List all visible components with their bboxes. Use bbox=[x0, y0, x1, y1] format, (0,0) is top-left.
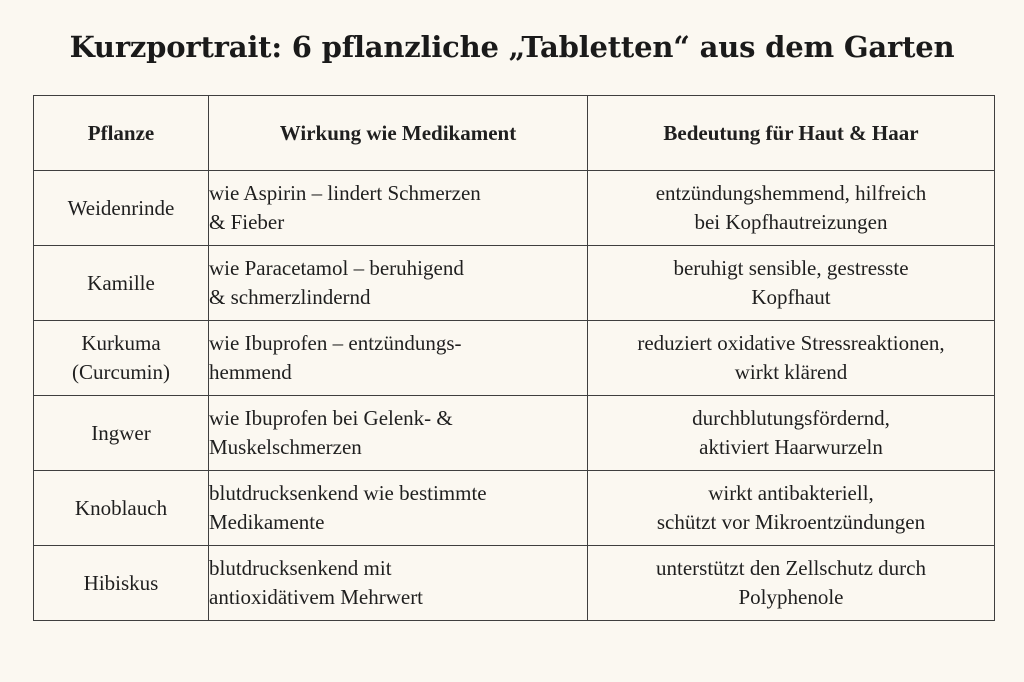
page-title: Kurzportrait: 6 pflanzliche „Tabletten“ aus dem Garten bbox=[69, 30, 955, 64]
header-effect: Wirkung wie Medikament bbox=[209, 96, 588, 171]
table-row bbox=[34, 171, 995, 246]
effect-cell bbox=[209, 396, 588, 471]
effect-text: blutdrucksenkend mit bbox=[209, 556, 392, 580]
effect-cell bbox=[209, 246, 588, 321]
effect-text: blutdrucksenkend wie bestimmte bbox=[209, 481, 487, 505]
meaning-text: beruhigt sensible, gestresste bbox=[673, 256, 909, 280]
plant-cell bbox=[34, 546, 209, 621]
plant-name: Ingwer bbox=[91, 420, 151, 445]
effect-text: hemmend bbox=[209, 360, 292, 384]
effect-cell bbox=[209, 546, 588, 621]
table-row bbox=[34, 546, 995, 621]
meaning-text: wirkt antibakteriell, bbox=[708, 481, 874, 505]
meaning-cell bbox=[588, 246, 995, 321]
meaning-text: reduziert oxidative Stressreaktionen, bbox=[637, 331, 945, 355]
meaning-text: Kopfhaut bbox=[751, 285, 831, 309]
effect-text: wie Paracetamol – beruhigend bbox=[209, 256, 464, 280]
plant-name: Knoblauch bbox=[74, 495, 168, 520]
plant-table bbox=[33, 95, 995, 621]
meaning-cell bbox=[588, 396, 995, 471]
plant-cell bbox=[34, 171, 209, 246]
header-meaning: Bedeutung für Haut & Haar bbox=[588, 96, 995, 171]
effect-text: wie Aspirin – lindert Schmerzen bbox=[209, 181, 481, 205]
meaning-cell bbox=[588, 471, 995, 546]
table-header-row bbox=[34, 96, 995, 171]
meaning-text: durchblutungsfördernd, bbox=[692, 406, 890, 430]
meaning-text: Polyphenole bbox=[738, 585, 844, 609]
effect-text: & Fieber bbox=[209, 210, 285, 234]
effect-cell bbox=[209, 171, 588, 246]
plant-name: (Curcumin) bbox=[72, 360, 170, 384]
effect-text: Medikamente bbox=[209, 510, 325, 534]
table-row bbox=[34, 471, 995, 546]
effect-text: Muskelschmerzen bbox=[209, 435, 362, 459]
meaning-text: wirkt klärend bbox=[734, 360, 848, 384]
effect-cell bbox=[209, 471, 588, 546]
effect-text: & schmerzlindernd bbox=[209, 285, 371, 309]
meaning-text: entzündungshemmend, hilfreich bbox=[655, 181, 927, 205]
effect-text: antioxidätivem Mehrwert bbox=[209, 585, 424, 609]
table-row bbox=[34, 396, 995, 471]
plant-name: Kurkuma bbox=[81, 331, 161, 355]
meaning-cell bbox=[588, 321, 995, 396]
meaning-text: bei Kopfhautreizungen bbox=[694, 210, 888, 234]
plant-name: Kamille bbox=[87, 270, 155, 295]
plant-name: Hibiskus bbox=[83, 570, 159, 595]
meaning-text: aktiviert Haarwurzeln bbox=[699, 435, 883, 459]
meaning-text: unterstützt den Zellschutz durch bbox=[656, 556, 926, 580]
meaning-cell bbox=[588, 546, 995, 621]
meaning-cell bbox=[588, 171, 995, 246]
plant-cell bbox=[34, 396, 209, 471]
table-row bbox=[34, 246, 995, 321]
effect-text: wie Ibuprofen – entzündungs- bbox=[209, 331, 462, 355]
table-row bbox=[34, 321, 995, 396]
header-plant: Pflanze bbox=[34, 96, 209, 171]
plant-name: Weidenrinde bbox=[67, 195, 175, 220]
meaning-text: schützt vor Mikroentzündungen bbox=[656, 510, 926, 534]
plant-cell bbox=[34, 471, 209, 546]
plant-cell bbox=[34, 246, 209, 321]
effect-cell bbox=[209, 321, 588, 396]
effect-text: wie Ibuprofen bei Gelenk- & bbox=[209, 406, 453, 430]
plant-cell bbox=[34, 321, 209, 396]
